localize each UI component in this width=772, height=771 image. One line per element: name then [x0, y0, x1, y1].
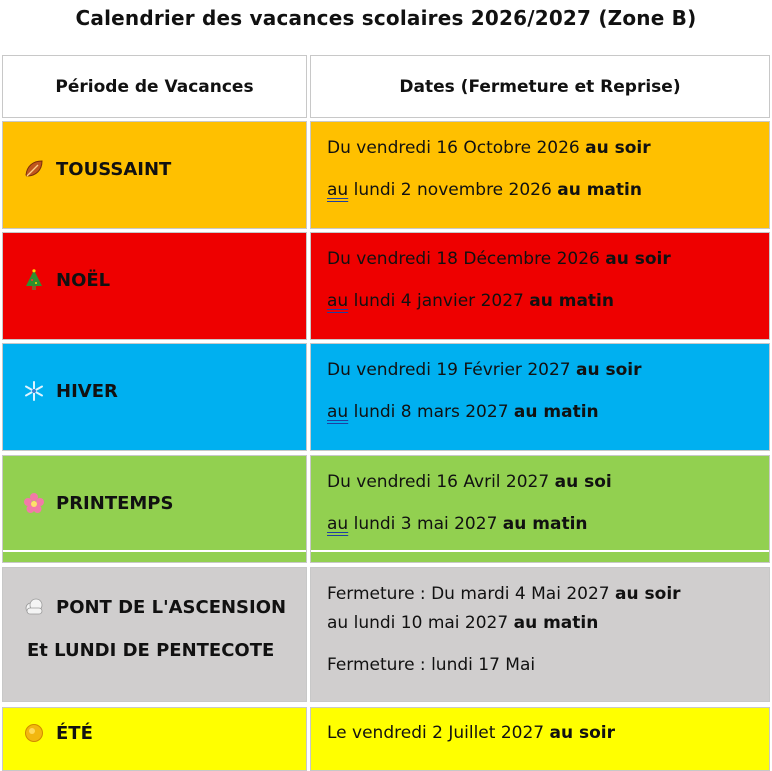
- snowflake-icon: [23, 380, 45, 402]
- date-start-suffix: au soir: [605, 249, 671, 269]
- date-end-prefix: au: [327, 291, 349, 311]
- date-start: Du vendredi 18 Décembre 2026: [327, 249, 606, 269]
- row-printemps-dates: [310, 455, 770, 563]
- row-hiver-dates: [310, 343, 770, 451]
- date-start: Fermeture : Du mardi 4 Mai 2027: [327, 584, 616, 604]
- header-dates-label: Dates (Fermeture et Reprise): [399, 76, 681, 97]
- date-end-suffix: au matin: [502, 514, 588, 534]
- row-ascension-period: [2, 567, 307, 702]
- header-period-label: Période de Vacances: [55, 76, 254, 97]
- date-start-suffix: au soir: [585, 138, 651, 158]
- date-end-suffix: au matin: [557, 180, 642, 200]
- row-ascension-dates: [310, 567, 770, 702]
- date-end-prefix: au: [327, 180, 349, 200]
- date-end: lundi 8 mars 2027: [348, 402, 514, 422]
- date-end: lundi 3 mai 2027: [348, 514, 503, 534]
- period-name: NOËL: [56, 269, 111, 291]
- header-period-cell: [2, 55, 307, 118]
- row-printemps-period: [2, 455, 307, 563]
- date-end-prefix: au: [327, 402, 349, 422]
- date-end-suffix: au matin: [513, 402, 599, 422]
- period-name-secondary: Et LUNDI DE PENTECOTE: [27, 640, 275, 661]
- row-ete-dates: [310, 707, 770, 771]
- row-noel-dates: [310, 232, 770, 340]
- flower-icon: [23, 492, 45, 514]
- date-start: Le vendredi 2 Juillet 2027: [327, 723, 550, 743]
- row-noel-period: [2, 232, 307, 340]
- date-start: Du vendredi 16 Octobre 2026: [327, 138, 586, 158]
- date-start: Du vendredi 19 Février 2027: [327, 360, 576, 380]
- header-dates-cell: [310, 55, 770, 118]
- closure-date: Fermeture : lundi 17 Mai: [327, 655, 536, 675]
- date-end: au lundi 10 mai 2027: [327, 613, 514, 633]
- period-name: PRINTEMPS: [56, 492, 174, 514]
- christmas-tree-icon: [23, 269, 45, 291]
- date-end: lundi 2 novembre 2026: [348, 180, 558, 200]
- date-end-suffix: au matin: [513, 613, 599, 633]
- date-start: Du vendredi 16 Avril 2027: [327, 472, 555, 492]
- period-name: ÉTÉ: [56, 722, 93, 744]
- page-title: Calendrier des vacances scolaires 2026/2027 (Zone B): [75, 6, 697, 30]
- date-start-suffix: au soir: [615, 584, 681, 604]
- row-hiver-period: [2, 343, 307, 451]
- period-name: PONT DE L'ASCENSION: [56, 596, 287, 618]
- period-name: HIVER: [56, 380, 118, 402]
- cloud-icon: [23, 596, 45, 618]
- autumn-leaf-icon: [23, 158, 45, 180]
- row-toussaint-period: [2, 121, 307, 229]
- date-start-suffix: au soir: [549, 723, 616, 743]
- row-ete-period: [2, 707, 307, 771]
- date-end-suffix: au matin: [529, 291, 614, 311]
- period-name: TOUSSAINT: [56, 158, 172, 180]
- date-end: lundi 4 janvier 2027: [348, 291, 530, 311]
- date-start-suffix: au soir: [575, 360, 642, 380]
- sun-icon: [23, 722, 45, 744]
- date-start-suffix: au soi: [554, 472, 612, 492]
- row-toussaint-dates: [310, 121, 770, 229]
- date-end-prefix: au: [327, 514, 349, 534]
